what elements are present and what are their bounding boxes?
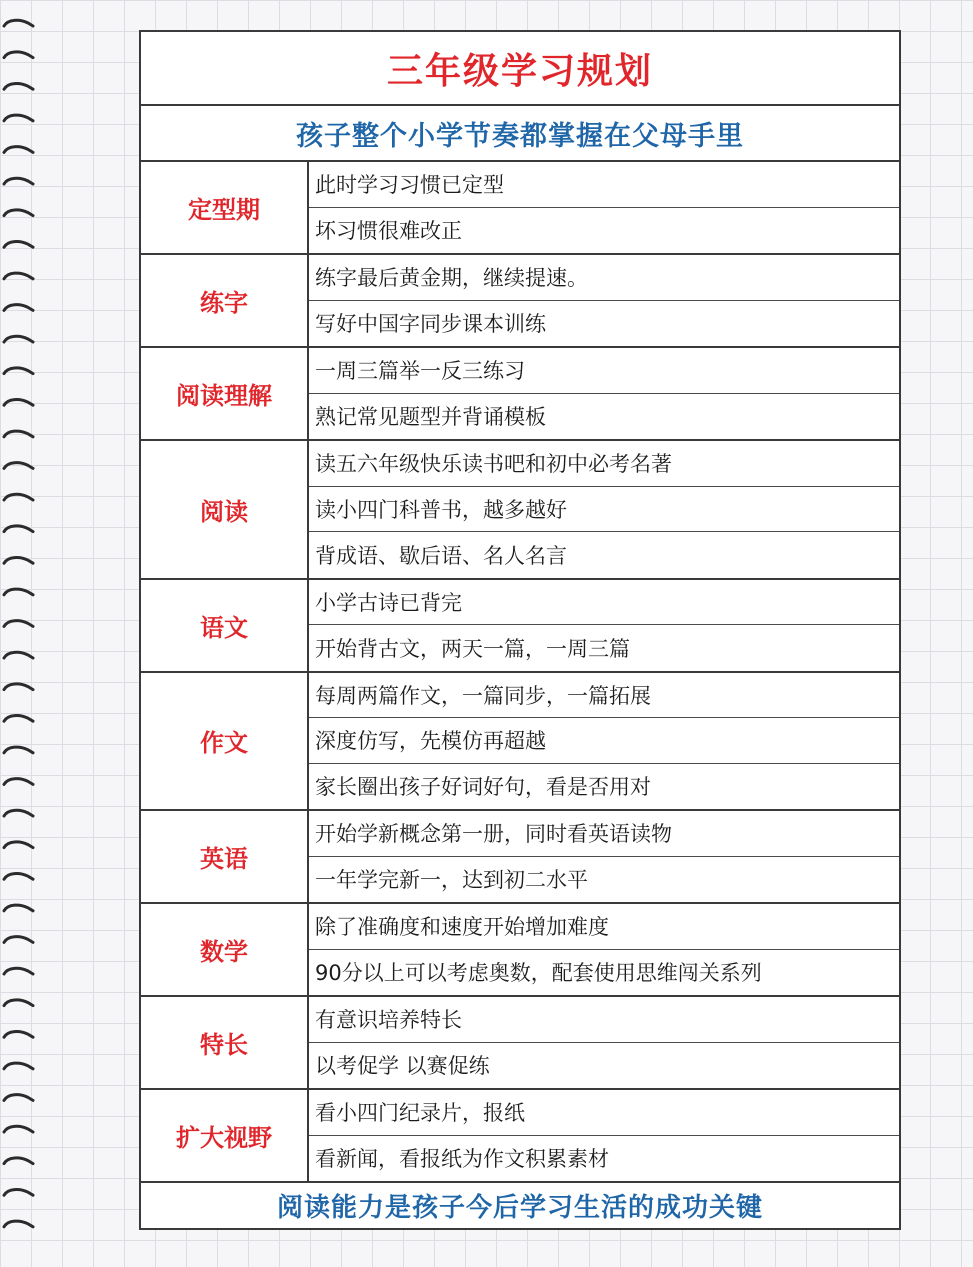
plan-item: 读小四门科普书，越多越好 xyxy=(309,487,899,533)
plan-item: 每周两篇作文，一篇同步，一篇拓展 xyxy=(309,673,899,719)
spiral-ring xyxy=(4,810,33,816)
page-subtitle: 孩子整个小学节奏都掌握在父母手里 xyxy=(296,120,744,152)
spiral-ring xyxy=(4,20,33,26)
spiral-ring xyxy=(4,1063,33,1069)
section-items xyxy=(309,580,899,671)
spiral-ring xyxy=(4,1221,33,1227)
spiral-ring xyxy=(4,273,33,279)
section-label: 练字 xyxy=(141,255,309,346)
section-label: 英语 xyxy=(141,811,309,902)
spiral-ring xyxy=(4,652,33,658)
section-label: 作文 xyxy=(141,673,309,810)
spiral-ring xyxy=(4,336,33,342)
spiral-ring xyxy=(4,178,33,184)
section-label: 定型期 xyxy=(141,162,309,253)
plan-item: 读五六年级快乐读书吧和初中必考名著 xyxy=(309,441,899,487)
section-items xyxy=(309,348,899,439)
plan-item: 背成语、歇后语、名人名言 xyxy=(315,543,567,568)
section-items xyxy=(309,1090,899,1181)
spiral-ring xyxy=(4,842,33,848)
section-row xyxy=(141,673,899,812)
section-label: 数学 xyxy=(141,904,309,995)
section-label: 阅读理解 xyxy=(141,348,309,439)
plan-item: 以考促学 以赛促练 xyxy=(315,1054,490,1079)
section-items xyxy=(309,441,899,578)
spiral-ring xyxy=(4,210,33,216)
spiral-ring xyxy=(4,1189,33,1195)
section-items xyxy=(309,811,899,902)
plan-item: 开始背古文，两天一篇，一周三篇 xyxy=(315,636,630,661)
plan-item: 练字最后黄金期，继续提速。 xyxy=(309,255,899,301)
spiral-ring xyxy=(4,241,33,247)
spiral-ring xyxy=(4,905,33,911)
section-items xyxy=(309,997,899,1088)
spiral-ring xyxy=(4,1095,33,1101)
spiral-ring xyxy=(4,747,33,753)
plan-item: 家长圈出孩子好词好句，看是否用对 xyxy=(315,775,651,800)
spiral-ring xyxy=(4,368,33,374)
section-label: 扩大视野 xyxy=(141,1090,309,1181)
spiral-ring xyxy=(4,1126,33,1132)
spiral-ring xyxy=(4,968,33,974)
plan-item: 小学古诗已背完 xyxy=(309,580,899,626)
spiral-ring xyxy=(4,589,33,595)
plan-item: 看新闻，看报纸为作文积累素材 xyxy=(315,1147,609,1172)
spiral-ring xyxy=(4,1158,33,1164)
spiral-ring xyxy=(4,715,33,721)
notebook-spiral-binding xyxy=(0,0,40,1267)
section-row xyxy=(141,997,899,1090)
section-row xyxy=(141,580,899,673)
study-plan-table xyxy=(139,30,901,1230)
spiral-ring xyxy=(4,1000,33,1006)
spiral-ring xyxy=(4,52,33,58)
plan-item: 一周三篇举一反三练习 xyxy=(309,348,899,394)
spiral-ring xyxy=(4,83,33,89)
title-row xyxy=(141,32,899,106)
spiral-ring xyxy=(4,557,33,563)
spiral-ring xyxy=(4,399,33,405)
section-label: 语文 xyxy=(141,580,309,671)
section-items xyxy=(309,255,899,346)
spiral-ring xyxy=(4,494,33,500)
section-row xyxy=(141,904,899,997)
spiral-ring xyxy=(4,621,33,627)
page-footer: 阅读能力是孩子今后学习生活的成功关键 xyxy=(276,1193,763,1223)
section-items xyxy=(309,673,899,810)
plan-item: 90分以上可以考虑奥数，配套使用思维闯关系列 xyxy=(315,961,762,986)
plan-item: 坏习惯很难改正 xyxy=(315,219,462,244)
plan-item: 深度仿写，先模仿再超越 xyxy=(309,718,899,764)
footer-row xyxy=(141,1183,899,1228)
section-row xyxy=(141,811,899,904)
plan-item: 除了准确度和速度开始增加难度 xyxy=(309,904,899,950)
section-row xyxy=(141,1090,899,1183)
plan-item: 看小四门纪录片，报纸 xyxy=(309,1090,899,1136)
spiral-ring xyxy=(4,115,33,121)
plan-item: 有意识培养特长 xyxy=(309,997,899,1043)
page-title: 三年级学习规划 xyxy=(386,50,653,92)
spiral-ring xyxy=(4,684,33,690)
plan-item: 开始学新概念第一册，同时看英语读物 xyxy=(309,811,899,857)
section-items xyxy=(309,162,899,253)
section-label: 特长 xyxy=(141,997,309,1088)
section-row xyxy=(141,441,899,580)
plan-item: 此时学习习惯已定型 xyxy=(309,162,899,208)
spiral-ring xyxy=(4,873,33,879)
section-row xyxy=(141,162,899,255)
spiral-ring xyxy=(4,463,33,469)
spiral-ring xyxy=(4,1031,33,1037)
section-items xyxy=(309,904,899,995)
section-row xyxy=(141,255,899,348)
spiral-ring xyxy=(4,147,33,153)
spiral-ring xyxy=(4,526,33,532)
plan-item: 熟记常见题型并背诵模板 xyxy=(315,405,546,430)
spiral-ring xyxy=(4,305,33,311)
spiral-ring xyxy=(4,779,33,785)
spiral-ring xyxy=(4,431,33,437)
section-label: 阅读 xyxy=(141,441,309,578)
plan-item: 写好中国字同步课本训练 xyxy=(315,312,546,337)
spiral-ring xyxy=(4,937,33,943)
section-row xyxy=(141,348,899,441)
subtitle-row xyxy=(141,106,899,162)
plan-item: 一年学完新一，达到初二水平 xyxy=(315,868,588,893)
